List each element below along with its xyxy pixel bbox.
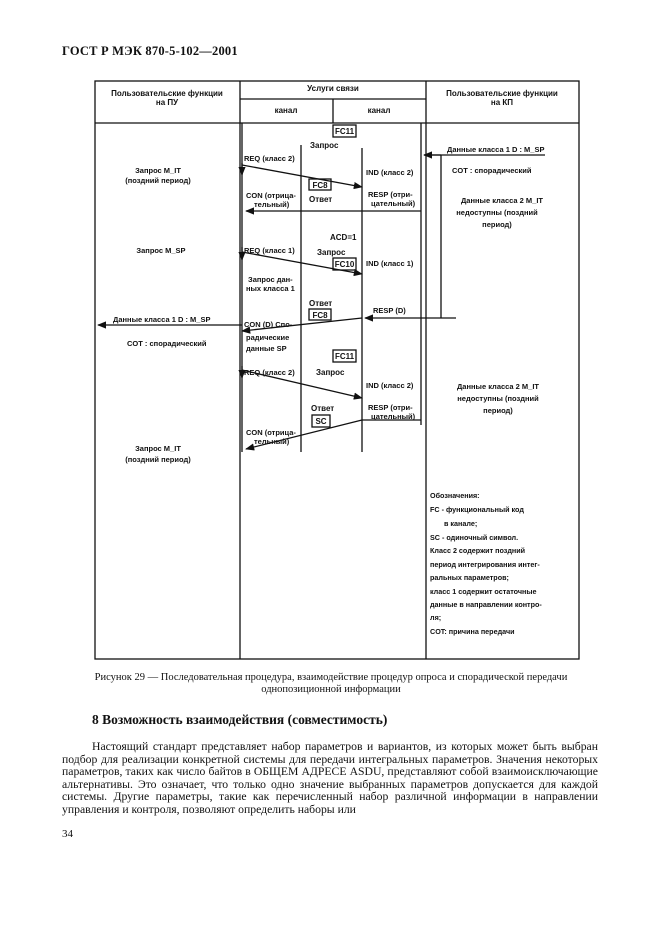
label-ind-class2-b: IND (класс 2) <box>366 381 414 390</box>
left-request-mit-2b: (поздний период) <box>125 455 191 464</box>
document-header: ГОСТ Р МЭК 870-5-102—2001 <box>62 44 238 58</box>
label-resp-neg-a1: RESP (отри- <box>368 190 413 199</box>
svg-text:SC - одиночный символ.: SC - одиночный символ. <box>430 533 519 542</box>
label-fc10: FC10 <box>334 260 355 269</box>
left-request-msp: Запрос M_SP <box>136 246 186 255</box>
section-title: 8 Возможность взаимодействия (совместимость) <box>92 712 388 727</box>
left-data-class1: Данные класса 1 D : M_SP <box>113 315 211 324</box>
left-request-mit-2: Запрос M_IT <box>135 444 181 453</box>
label-fc11-a: FC11 <box>334 127 355 136</box>
col-mid-sub2: канал <box>367 106 391 115</box>
label-con-d-3: данные SP <box>246 344 287 353</box>
label-req-class2-a: REQ (класс 2) <box>244 154 295 163</box>
col-right-title-1: Пользовательские функции <box>446 89 558 98</box>
figure-caption: Рисунок 29 — Последовательная процедура, взаимодействие процедур опроса и спорадической передачи однопозиционной информации <box>94 672 568 695</box>
svg-text:данные в направлении контро-: данные в направлении контро- <box>430 600 542 609</box>
right-cls2-b-2: недоступны (поздний <box>457 394 539 403</box>
label-fc11-b: FC11 <box>334 352 355 361</box>
label-fc8-b: FC8 <box>312 311 328 320</box>
label-zapros-c: Запрос <box>316 368 345 377</box>
label-con-d-1: CON (D) Спо- <box>244 320 293 329</box>
label-ind-class1: IND (класс 1) <box>366 259 414 268</box>
left-request-mit-1b: (поздний период) <box>125 176 191 185</box>
label-otvet-a: Ответ <box>309 195 333 204</box>
right-cls2-na-1: Данные класса 2 M_IT <box>460 196 544 205</box>
col-mid-title: Услуги связи <box>307 84 359 93</box>
left-request-mit-1: Запрос M_IT <box>135 166 181 175</box>
svg-text:в канале;: в канале; <box>444 519 478 528</box>
label-con-neg-b1: CON (отрица- <box>246 428 296 437</box>
label-resp-neg-a2: цательный) <box>371 199 416 208</box>
label-otvet-c: Ответ <box>311 404 335 413</box>
svg-text:Класс 2 содержит поздний: Класс 2 содержит поздний <box>430 546 526 555</box>
label-sc: SC <box>315 417 327 426</box>
col-left-title-2: на ПУ <box>155 98 179 107</box>
label-acd: ACD=1 <box>330 233 357 242</box>
right-cls2-b-3: период) <box>483 406 513 415</box>
label-zapros-data1-a: Запрос дан- <box>248 275 293 284</box>
svg-text:ля;: ля; <box>430 613 442 622</box>
label-zapros-b: Запрос <box>317 248 346 257</box>
legend <box>430 491 542 636</box>
label-resp-d: RESP (D) <box>373 306 406 315</box>
col-left-title-1: Пользовательские функции <box>111 89 223 98</box>
label-req-class1: REQ (класс 1) <box>244 246 295 255</box>
right-cls2-b-1: Данные класса 2 M_IT <box>456 382 540 391</box>
right-cot: COT : спорадический <box>452 166 532 175</box>
label-con-neg-b2: тельный) <box>254 437 290 446</box>
col-mid-sub1: канал <box>274 106 298 115</box>
label-fc8-a: FC8 <box>312 181 328 190</box>
page-number: 34 <box>62 828 73 840</box>
body-paragraph: Настоящий стандарт представляет набор параметров и вариантов, из которых может быть выбран подбор для реализации конкретной системы для передачи интегральных параметров. Значения некоторых параметров, таких как число байтов в ОБЩЕМ АДРЕСЕ ASDU, представляют собой взаимоисключающие альтернативы. Это означает, что только одно значение выбранных параметров допускается для каждой системы. Другие параметры, такие как перечисленный набор различной информации в направлении управления и контроля, позволяют определить наборы или <box>62 740 598 816</box>
label-resp-neg-b1: RESP (отри- <box>368 403 413 412</box>
right-data-class1: Данные класса 1 D : M_SP <box>447 145 545 154</box>
label-ind-class2-a: IND (класс 2) <box>366 168 414 177</box>
svg-text:период интегрирования интег-: период интегрирования интег- <box>430 560 540 569</box>
label-otvet-b: Ответ <box>309 299 333 308</box>
svg-text:Обозначения:: Обозначения: <box>430 491 480 500</box>
label-zapros-data1-b: ных класса 1 <box>246 284 295 293</box>
right-cls2-na-2: недоступны (поздний <box>456 208 538 217</box>
svg-text:ральных параметров;: ральных параметров; <box>430 573 509 582</box>
label-resp-neg-b2: цательный) <box>371 412 416 421</box>
svg-text:FC - функциональный код: FC - функциональный код <box>430 505 524 514</box>
left-cot: COT : спорадический <box>127 339 207 348</box>
label-con-neg-a2: тельный) <box>254 200 290 209</box>
label-zapros-a: Запрос <box>310 141 339 150</box>
svg-text:COT: причина передачи: COT: причина передачи <box>430 627 515 636</box>
label-con-neg-a1: CON (отрица- <box>246 191 296 200</box>
svg-text:класс 1 содержит остаточные: класс 1 содержит остаточные <box>430 587 537 596</box>
col-right-title-2: на КП <box>490 98 514 107</box>
label-req-class2-b: REQ (класс 2) <box>244 368 295 377</box>
label-con-d-2: радические <box>246 333 290 342</box>
right-cls2-na-3: период) <box>482 220 512 229</box>
